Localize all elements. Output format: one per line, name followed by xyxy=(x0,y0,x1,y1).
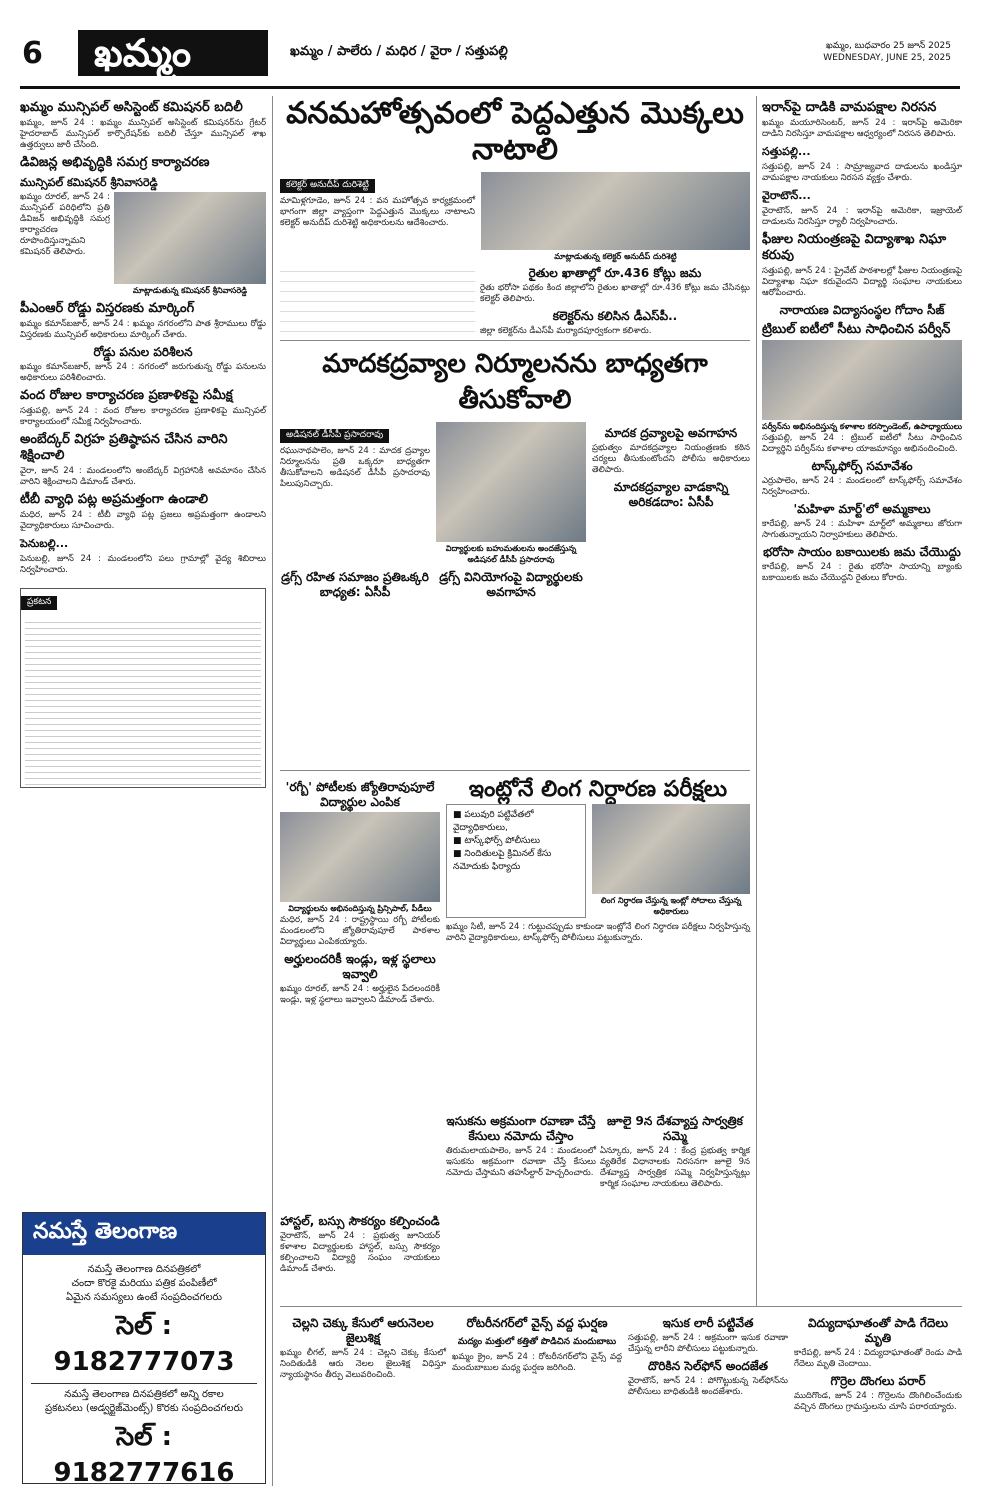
article-body: ఖమ్మం కమాన్‌బజార్, జూన్ 24 : నగరంలో జరుగుతున్న రోడ్డు పనులను అధికారులు పరిశీలించారు. xyxy=(20,362,266,383)
article-body: కారేపల్లి, జూన్ 24 : రైతు భరోసా సాయాన్ని బ్యాంకు బకాయిలకు జమ చేయొద్దని రైతులు కోరారు. xyxy=(762,562,962,583)
sand-story xyxy=(446,1110,596,1300)
subheadline: మాదకద్రవ్యాల వాడకాన్ని అరికడదాం: ఏసీపీ xyxy=(613,480,729,509)
article-body: ఖమ్మం రూరల్, జూన్ 24 : మున్సిపల్ పరిధిలోని ప్రతి డివిజన్ అభివృద్ధికి సమగ్ర కార్యాచరణ రూపొందిస్తున్నామని కమిషనర్ తెలిపారు. xyxy=(20,192,110,257)
photo-caption: మాట్లాడుతున్న కమిషనర్ శ్రీనివాసరెడ్డి xyxy=(132,286,248,295)
article-body: ఎర్రుపాలెం, జూన్ 24 : మండలంలో టాస్క్‌ఫోర్స్ సమావేశం నిర్వహించారు. xyxy=(762,476,962,497)
ad-line: నమస్తే తెలంగాణ దినపత్రికలో అన్ని రకాల xyxy=(64,1389,224,1400)
headline: విద్యుదాఘాతంతో పాడి గేదెలు మృతి xyxy=(807,1316,949,1345)
article-body-filler xyxy=(280,262,475,332)
article-body: కారేపల్లి, జూన్ 24 : మహిళా మార్ట్‌లో అమ్మకాలు జోరుగా సాగుతున్నాయని నిర్వాహకులు తెలిపారు. xyxy=(762,519,962,540)
gender-test-story xyxy=(446,776,750,1106)
subsection-list: ఖమ్మం / పాలేరు / మధిర / వైరా / సత్తుపల్లి xyxy=(290,44,508,59)
subheadline: డ్రగ్స్ రహిత సమాజం ప్రతిఒక్కరి బాధ్యత: ఏసీపీ xyxy=(281,570,429,599)
headline: అంబేద్కర్ విగ్రహ ప్రతిష్ఠాపన చేసిన వారిని శిక్షించాలి xyxy=(20,432,228,463)
headline: 'మహిళా మార్ట్'లో అమ్మకాలు xyxy=(793,502,931,516)
subheadline: నారాయణ విద్యాసంస్థల గోదాం సీజ్ xyxy=(779,303,945,317)
bullet-item: ■ నిందితులపై క్రిమినల్ కేసు నమోదుకు ఫిర్యాదు xyxy=(453,848,579,874)
notice-title: ప్రకటన xyxy=(21,596,57,610)
electrocution-story xyxy=(794,1312,962,1492)
headline: పీఎంఆర్ రోడ్డు విస్తరణకు మార్కింగ్ xyxy=(20,301,195,316)
headline: రోటరీనగర్‌లో వైన్స్ వద్ద ఘర్షణ xyxy=(466,1316,608,1330)
drugs-headline: మాదకద్రవ్యాల నిర్మూలనను బాధ్యతగా తీసుకోవాలి xyxy=(322,349,708,415)
photo-caption: లింగ నిర్ధారణ చేస్తున్న ఇంట్లో సోదాలు చేస్తున్న అధికారులు xyxy=(600,896,742,916)
article-body: మధిర, జూన్ 24 : రాష్ట్రస్థాయి రగ్బీ పోటీలకు మండలంలోని జ్యోతిరావుపూలే పాఠశాల విద్యార్థులు ఎంపికయ్యారు. xyxy=(280,915,440,947)
bullet-box xyxy=(446,804,586,918)
headline: వైరాటౌన్... xyxy=(762,189,811,202)
headline: వంద రోజుల కార్యాచరణ ప్రణాళికపై సమీక్ష xyxy=(20,388,233,403)
headline: ఇసుకను అక్రమంగా రవాణా చేస్తే కేసులు నమోదు చేస్తాం xyxy=(446,1114,596,1143)
article-body: ఏన్కూరు, జూన్ 24 : కేంద్ర ప్రభుత్వ కార్మిక వ్యతిరేక విధానాలకు నిరసనగా జూలై 9న దేశవ్యాప్త సార్వత్రిక సమ్మె నిర్వహిస్తున్నట్లు కార్మిక సంఘాల నాయకులు తెలిపారు. xyxy=(600,1146,750,1189)
section-title: ఖమ్మం xyxy=(78,30,268,76)
drugs-story xyxy=(280,346,750,766)
article-body: పెనుబల్లి, జూన్ 24 : మండలంలోని పలు గ్రామాల్లో వైద్య శిబిరాలు నిర్వహించారు. xyxy=(20,554,266,575)
headline: పెనుబల్లి... xyxy=(20,537,69,550)
ad-line: ప్రకటనలు (అడ్వర్టైజ్‌మెంట్స్) కొరకు సంప్రదించగలరు xyxy=(45,1403,243,1414)
ad-line: నమస్తే తెలంగాణ దినపత్రికలో xyxy=(87,1264,201,1275)
article-body: వైరాటౌన్, జూన్ 24 : ఇరాన్‌పై అమెరికా, ఇజ్రాయెల్ దాడులను నిరసిస్తూ ర్యాలీ నిర్వహించారు. xyxy=(762,206,962,227)
lead-story-more xyxy=(480,262,750,336)
date-english: WEDNESDAY, JUNE 25, 2025 xyxy=(823,53,951,63)
article-body: మామిళ్లగూడెం, జూన్ 24 : వన మహోత్సవ కార్యక్రమంలో భాగంగా జిల్లా వ్యాప్తంగా పెద్దఎత్తున మొక్కలు నాటాలని కలెక్టర్ అనుదీప్ దురిశెట్టి అధికారులను ఆదేశించారు. xyxy=(280,196,475,228)
headline: ఫీజుల నియంత్రణపై విద్యాశాఖ నిఘా కరువు xyxy=(762,232,947,263)
headline: టీబీ వ్యాధి పట్ల అప్రమత్తంగా ఉండాలి xyxy=(20,492,209,507)
article-body: జిల్లా కలెక్టర్‌ను డీఎస్‌పీ మర్యాదపూర్వకంగా కలిశారు. xyxy=(480,326,652,336)
ad-phone: సెల్ : 9182777616 xyxy=(53,1422,235,1488)
article-body: ముదిగొండ, జూన్ 24 : గొర్రెలను దొంగిలించేందుకు వచ్చిన దొంగలు గ్రామస్తులను చూసి పరారయ్యారు. xyxy=(794,1391,962,1412)
wine-shop-story xyxy=(452,1312,622,1492)
news-photo xyxy=(762,340,962,420)
headline: అర్హులందరికీ ఇండ్లు, ఇళ్ల స్థలాలు ఇవ్వాలి xyxy=(284,952,436,981)
date-telugu: ఖమ్మం, బుధవారం 25 జూన్ 2025 xyxy=(825,41,951,51)
sand-lorry-story xyxy=(628,1312,788,1492)
bullet-item: ■ పలువురి పట్టివేతలో వైద్యాధికారులు, xyxy=(453,809,579,835)
subscription-ad xyxy=(22,1212,266,1488)
news-photo xyxy=(280,812,440,902)
ad-line: ఏమైన సమస్యలు ఉంటే సంప్రదించగలరు xyxy=(66,1292,222,1303)
subheadline: మాదక ద్రవ్యాలపై అవగాహన xyxy=(604,426,738,440)
notice-text xyxy=(25,617,261,787)
right-column xyxy=(762,96,962,1306)
article-body: సత్తుపల్లి, జూన్ 24 : ట్రిబుల్ ఐటీలో సీటు సాధించిన విద్యార్థిని పర్వీన్‌ను కళాశాల యాజమాన్యం అభినందించింది. xyxy=(762,433,962,454)
headline: జూలై 9న దేశవ్యాప్త సార్వత్రిక సమ్మె xyxy=(607,1114,743,1143)
article-body: వైరాటౌన్, జూన్ 24 : ప్రభుత్వ జూనియర్ కళాశాల విద్యార్థులకు హాస్టల్, బస్సు సౌకర్యం కల్పించాలని విద్యార్థి సంఘం నాయకులు డిమాండ్ చేశారు. xyxy=(280,1231,440,1274)
article-body: సత్తుపల్లి, జూన్ 24 : సామ్రాజ్యవాద దాడులను ఖండిస్తూ వామపక్షాల నాయకులు నిరసన వ్యక్తం చేశారు. xyxy=(762,162,962,183)
article-body: వైరా, జూన్ 24 : మండలంలోని అంబేద్కర్ విగ్రహానికి అవమానం చేసిన వారిని శిక్షించాలని డిమాండ్ చేశారు. xyxy=(20,466,266,487)
news-photo xyxy=(481,172,750,250)
article-body: ఖమ్మం, జూన్ 24 : ఖమ్మం మున్సిపల్ అసిస్టెంట్ కమిషనర్‌ను గ్రేటర్ హైదరాబాద్ మున్సిపల్ కార్పొరేషన్‌కు బదిలీ చేస్తూ మున్సిపల్ శాఖ ఉత్తర్వులు జారీ చేసింది. xyxy=(20,118,266,150)
subheadline: గొర్రెల దొంగలు పరార్ xyxy=(830,1374,926,1388)
masthead xyxy=(0,0,981,98)
subheadline: డ్రగ్స్ వినియోగంపై విద్యార్థులకు అవగాహన xyxy=(439,570,583,599)
subheadline: మద్యం మత్తులో కత్తితో పొడిచిన మందుబాబు xyxy=(457,1337,617,1347)
bullet-item: ■ టాస్క్‌ఫోర్స్ పోలీసులు xyxy=(453,835,579,848)
lead-kicker: కలెక్టర్ అనుదీప్ దురిశెట్టి xyxy=(280,179,375,193)
article-body: ఖమ్మం సిటీ, జూన్ 24 : గుట్టుచప్పుడు కాకుండా ఇంట్లోనే లింగ నిర్ధారణ పరీక్షలు నిర్వహిస్తున్న వారిని వైద్యాధికారులు, టాస్క్‌ఫోర్స్ పోలీసులు పట్టుకున్నారు. xyxy=(446,922,750,943)
headline: 'రగ్బీ' పోటీలకు జ్యోతిరావుపూలే విద్యార్థుల ఎంపిక xyxy=(285,780,435,809)
subheadline: కలెక్టర్‌ను కలిసిన డీఎస్‌పీ.. xyxy=(552,309,678,323)
left-column xyxy=(20,96,266,996)
article-body: మధిర, జూన్ 24 : టీబీ వ్యాధి పట్ల ప్రజలు అప్రమత్తంగా ఉండాలని వైద్యాధికారులు సూచించారు. xyxy=(20,510,266,531)
notice-box xyxy=(20,588,266,788)
masthead-rule xyxy=(20,86,960,89)
article-body: ప్రభుత్వం మాదకద్రవ్యాల నియంత్రణకు కఠిన చర్యలు తీసుకుంటోందని పోలీసు అధికారులు తెలిపారు. xyxy=(592,443,750,475)
headline: ఖమ్మం మున్సిపల్ అసిస్టెంట్ కమిషనర్ బదిలీ xyxy=(20,100,243,115)
page-number: 6 xyxy=(22,36,43,71)
article-body: ఖమ్మం లీగల్, జూన్ 24 : చెల్లని చెక్కు కేసులో నిందితుడికి ఆరు నెలల జైలుశిక్ష విధిస్తూ న్యాయస్థానం తీర్పు వెలువరించింది. xyxy=(280,1348,446,1380)
drugs-kicker: అడిషనల్ డీసీపీ ప్రసాదరావు xyxy=(280,429,389,443)
lead-story xyxy=(280,96,750,261)
article-body: రైతు భరోసా పథకం కింద జిల్లాలోని రైతుల ఖాతాల్లో రూ.436 కోట్లు జమ చేసినట్లు కలెక్టర్ తెలిపారు. xyxy=(480,283,750,304)
article-body: ఖమ్మం మయూరిసెంటర్, జూన్ 24 : ఇరాన్‌పై అమెరికా దాడిని నిరసిస్తూ వామపక్షాల ఆధ్వర్యంలో నిరసన తెలిపారు. xyxy=(762,118,962,139)
article-body: సత్తుపల్లి, జూన్ 24 : ప్రైవేట్ పాఠశాలల్లో ఫీజుల నియంత్రణపై విద్యాశాఖ నిఘా కరువైందని విద్యార్థి సంఘాల నాయకులు ఆరోపించారు. xyxy=(762,266,962,298)
article-body: వైరాటౌన్, జూన్ 24 : పోగొట్టుకున్న సెల్‌ఫోన్‌ను పోలీసులు బాధితుడికి అందజేశారు. xyxy=(628,1376,788,1397)
headline: చెల్లని చెక్కు కేసులో ఆరునెలల జైలుశిక్ష xyxy=(292,1316,434,1345)
news-photo xyxy=(114,192,266,284)
article-body: ఖమ్మం క్రైం, జూన్ 24 : రోటరీనగర్‌లోని వైన్స్ వద్ద మందుబాబుల మధ్య ఘర్షణ జరిగింది. xyxy=(452,1352,622,1373)
article-body: కారేపల్లి, జూన్ 24 : విద్యుదాఘాతంతో రెండు పాడి గేదెలు మృతి చెందాయి. xyxy=(794,1348,962,1369)
headline: భరోసా సాయం బకాయిలకు జమ చేయొద్దు xyxy=(763,545,961,559)
article-body: ఖమ్మం కమాన్‌బజార్, జూన్ 24 : ఖమ్మం నగరంలోని పాత శ్రీరాములు రోడ్డు విస్తరణకు మున్సిపల్ అధికారులు మార్కింగ్ చేశారు. xyxy=(20,319,266,340)
headline: టాస్క్‌ఫోర్స్ సమావేశం xyxy=(811,459,913,473)
ad-phone: సెల్ : 9182777073 xyxy=(53,1311,235,1377)
gender-headline: ఇంట్లోనే లింగ నిర్ధారణ పరీక్షలు xyxy=(468,777,728,802)
ad-brand: నమస్తే తెలంగాణ xyxy=(23,1213,265,1255)
headline: డివిజన్ల అభివృద్ధికి సమగ్ర కార్యాచరణ xyxy=(20,155,210,170)
subheadline: రైతుల ఖాతాల్లో రూ.436 కోట్లు జమ xyxy=(528,266,702,280)
article-body: సత్తుపల్లి, జూన్ 24 : వంద రోజుల కార్యాచరణ ప్రణాళికపై మున్సిపల్ కార్యాలయంలో సమీక్ష నిర్వహించారు. xyxy=(20,406,266,427)
photo-caption: మాట్లాడుతున్న కలెక్టర్ అనుదీప్ దురిశెట్టి xyxy=(554,252,677,261)
article-body: రఘునాథపాలెం, జూన్ 24 : మాదక ద్రవ్యాల నిర్మూలనను ప్రతి ఒక్కరూ బాధ్యతగా తీసుకోవాలని అడిషనల్ డీసీపీ ప్రసాదరావు పిలుపునిచ్చారు. xyxy=(280,446,430,489)
strike-story xyxy=(600,1110,750,1300)
headline: ఇరాన్‌పై దాడికి వామపక్షాల నిరసన xyxy=(762,100,937,115)
news-photo xyxy=(592,804,750,894)
cheque-story xyxy=(280,1312,446,1492)
article-body: ఖమ్మం రూరల్, జూన్ 24 : అర్హులైన పేదలందరికీ ఇండ్లు, ఇళ్ల స్థలాలు ఇవ్వాలని డిమాండ్ చేశారు. xyxy=(280,984,440,1005)
photo-caption: పర్వీన్‌ను అభినందిస్తున్న కళాశాల కరస్పాండెంట్, ఉపాధ్యాయులు xyxy=(762,422,963,431)
photo-caption: విద్యార్థులకు బహుమతులను అందజేస్తున్న అడిషనల్ డీసీపీ ప్రసాదరావు xyxy=(445,544,577,564)
headline: ఇసుక లారీ పట్టివేత xyxy=(662,1316,754,1330)
subheadline: దొరికిన సెల్‌ఫోన్ అందజేత xyxy=(647,1359,768,1373)
dateline xyxy=(823,40,951,64)
photo-caption: విద్యార్థులను అభినందిస్తున్న ప్రిన్సిపాల్, పీడీలు xyxy=(288,904,432,913)
subheadline: మున్సిపల్ కమిషనర్ శ్రీనివాసరెడ్డి xyxy=(20,176,158,189)
lead-headline: వనమహోత్సవంలో పెద్దఎత్తున మొక్కలు నాటాలి xyxy=(286,96,744,167)
headline: రోడ్డు పనుల పరిశీలన xyxy=(93,345,193,359)
article-body: తిరుమలాయపాలెం, జూన్ 24 : మండలంలో ఇసుకను అక్రమంగా రవాణా చేస్తే కేసులు నమోదు చేస్తామని తహసీల్దార్ హెచ్చరించారు. xyxy=(446,1146,596,1178)
news-photo xyxy=(436,422,586,542)
article-body: సత్తుపల్లి, జూన్ 24 : అక్రమంగా ఇసుక రవాణా చేస్తున్న లారీని పోలీసులు పట్టుకున్నారు. xyxy=(628,1333,788,1354)
ad-line: చందా కొరకై మరియు పత్రిక పంపిణీలో xyxy=(71,1278,217,1289)
rugby-story xyxy=(280,776,440,1216)
headline: ట్రిబుల్ ఐటీలో సీటు సాధించిన పర్వీన్ xyxy=(762,322,951,337)
headline: సత్తుపల్లి... xyxy=(762,145,811,158)
headline: హాస్టల్, బస్సు సౌకర్యం కల్పించండి xyxy=(280,1214,440,1228)
